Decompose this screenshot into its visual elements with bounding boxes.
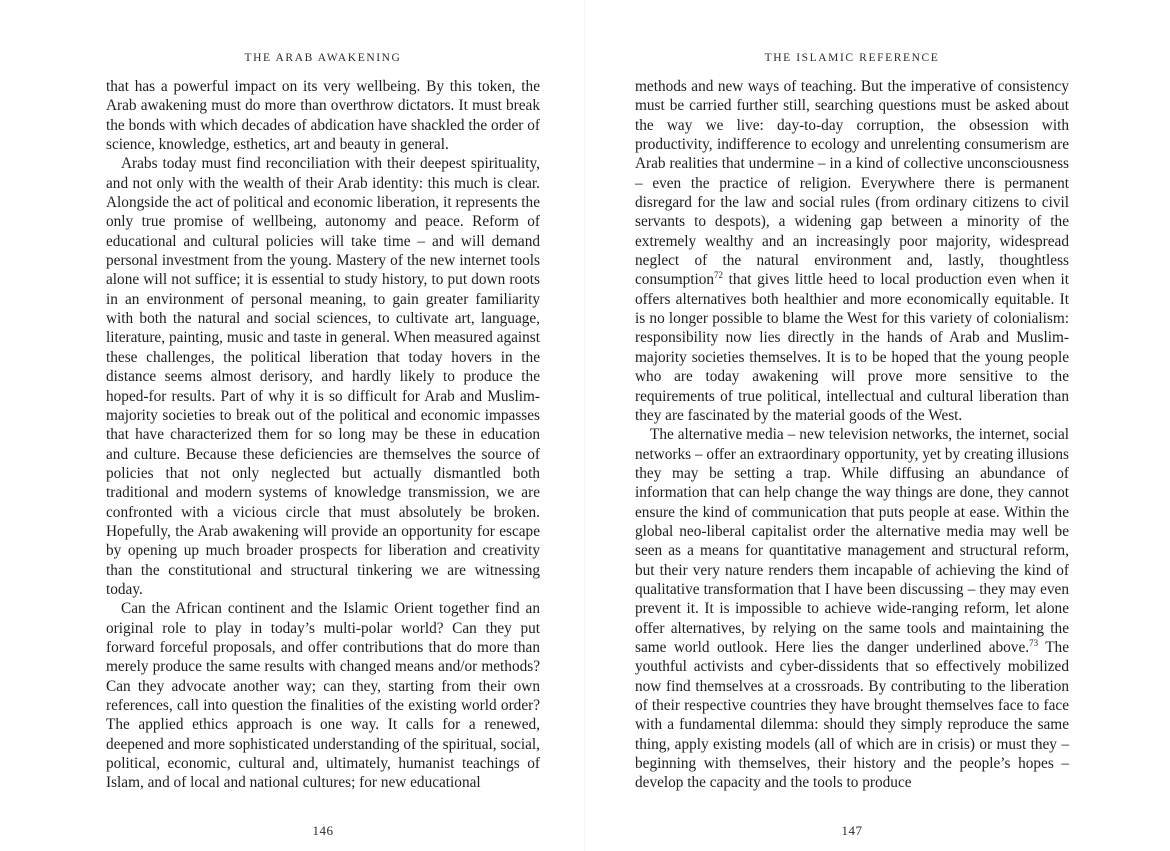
paragraph-text: The youthful activists and cyber-dissidents that so effectively mobilized now find themselves at a crossroads. By contributing to the liberation of their respective countries they have brought themselves face to face with a fundamental dilemma: should they simply reproduce the same thing, apply existing models (all of which are in crisis) or must they – beginning with themselves, their history and the people’s hopes – develop the capacity and the tools to produce xyxy=(635,638,1069,792)
right-page-body xyxy=(635,77,1069,793)
page-number-right: 147 xyxy=(841,823,863,838)
footnote-ref-73: 73 xyxy=(1029,637,1039,648)
paragraph: Arabs today must find reconciliation with their deepest spirituality, and not only with the wealth of their Arab identity: this much is clear. Alongside the act of political and economic liberation, it represents the only true promise of wellbeing, autonomy and peace. Reform of educational and cultural policies will take time – and will demand personal investment from the young. Mastery of the new internet tools alone will not suffice; it is essential to study history, to put down roots in an environment of personal meaning, to gain greater familiarity with both the natural and social sciences, to cultivate art, language, literature, painting, music and taste in general. When measured against these challenges, the political liberation that today hovers in the distance seems almost derisory, and hardly likely to produce the hoped-for results. Part of why it is so difficult for Arab and Muslim-majority societies to break out of the political and economic impasses that have characterized them for so long may be these in education and culture. Because these deficiencies are themselves the source of policies that not only neglected but actually dismantled both traditional and modern systems of knowledge transmission, we are confronted with a vicious circle that must absolutely be broken. Hopefully, the Arab awakening will provide an opportunity for escape by opening up much broader prospects for liberation and creativity than the constitutional and structural tinkering we are witnessing today. xyxy=(106,155,540,598)
paragraph-text: that gives little heed to local production even when it offers alternatives both healthier and more economically equitable. It is no longer possible to blame the West for this variety of colonialism: responsibility now lies directly in the hands of Arab and Muslim-majority societies themselves. It is to be hoped that the young people who are today awakening will prove more sensitive to the requirements of true political, intellectual and cultural liberation than they are fascinated by the material goods of the West. xyxy=(635,271,1069,424)
paragraph: Can the African continent and the Islamic Orient together find an original role to play in today’s multi-polar world? Can they put forward forceful proposals, and offer contributions that do more than merely produce the same results with changed means and/or methods? Can they advocate another way; can they, starting from their own references, call into question the finalities of the existing world order? The applied ethics approach is one way. It calls for a renewed, deepened and more sophisticated understanding of the spiritual, social, political, economic, cultural and, ultimately, humanist teachings of Islam, and of local and national cultures; for new educational xyxy=(106,600,540,792)
paragraph xyxy=(635,77,1069,425)
left-page-body xyxy=(106,77,540,793)
paragraph-text: methods and new ways of teaching. But the imperative of consistency must be carried further still, searching questions must be asked about the way we live: day-to-day corruption, the obsession with productivity, indifference to ecology and unrelenting consumerism are Arab realities that undermine – in a kind of collective unconsciousness – even the practice of religion. Everywhere there is permanent disregard for the law and social rules (from ordinary citizens to civil servants to despots), a widening gap between a minority of the extremely wealthy and an increasingly poor majority, widespread neglect of the natural environment and, lastly, thoughtless consumption xyxy=(635,78,1069,289)
book-gutter xyxy=(584,0,586,851)
right-page xyxy=(635,0,1069,851)
left-page xyxy=(106,0,540,851)
paragraph: that has a powerful impact on its very wellbeing. By this token, the Arab awakening must do more than overthrow dictators. It must break the bonds with which decades of abdication have shackled the order of science, knowledge, esthetics, art and beauty in general. xyxy=(106,78,540,154)
footnote-ref-72: 72 xyxy=(714,270,724,281)
paragraph xyxy=(635,425,1069,793)
running-head-left: THE ARAB AWAKENING xyxy=(244,52,402,64)
running-head-right: THE ISLAMIC REFERENCE xyxy=(764,52,940,64)
paragraph-text: The alternative media – new television networks, the internet, social networks – offer an extraordinary opportunity, yet by creating illusions they may be setting a trap. While diffusing an abundance of information that can help change the way things are done, they cannot ensure the kind of communication that puts people at ease. Within the global neo-liberal capitalist order the alternative media may well be seen as a means for quantitative management and structural reform, but their very nature renders them incapable of achieving the kind of qualitative transformation that I have been discussing – they may even prevent it. It is impossible to achieve wide-ranging reform, let alone offer alternatives, by relying on the same tools and maintaining the same world outlook. Here lies the danger underlined above. xyxy=(635,426,1069,656)
page-number-left: 146 xyxy=(312,823,334,838)
